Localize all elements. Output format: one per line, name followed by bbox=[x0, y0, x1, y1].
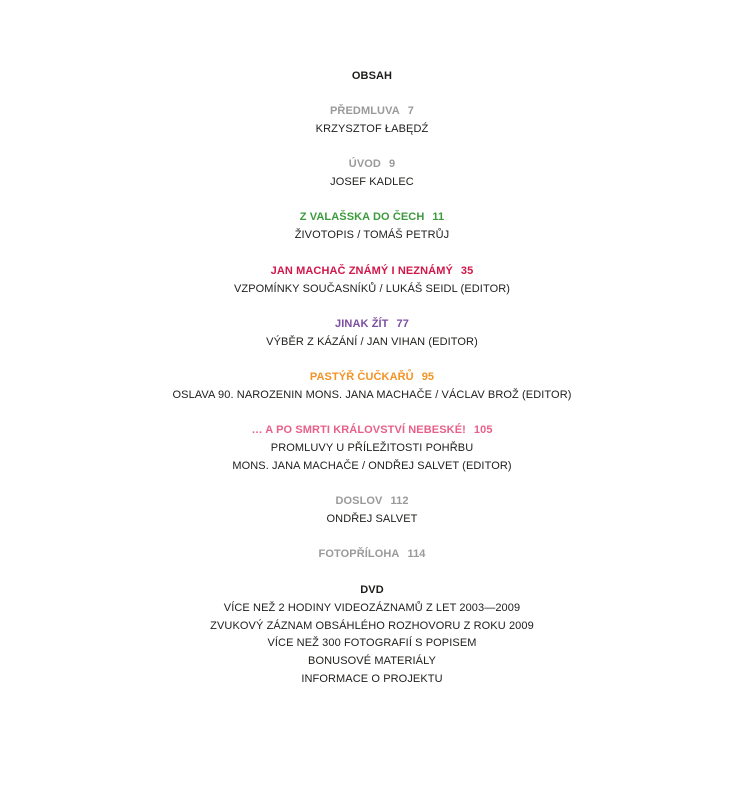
dvd-item: VÍCE NEŽ 300 FOTOGRAFIÍ S POPISEM bbox=[267, 637, 477, 649]
toc-title: OBSAH bbox=[351, 70, 393, 82]
section-subtitle: ONDŘEJ SALVET bbox=[326, 513, 418, 525]
section-page-number: 11 bbox=[432, 211, 445, 223]
dvd-item: INFORMACE O PROJEKTU bbox=[301, 673, 443, 685]
section-page-number: 7 bbox=[407, 105, 414, 117]
toc-section-heading[interactable] bbox=[0, 210, 744, 224]
section-title: PASTÝŘ ČUČKAŘŮ bbox=[309, 371, 414, 383]
section-title: … A PO SMRTI KRÁLOVSTVÍ NEBESKÉ! bbox=[251, 424, 466, 436]
toc-section-heading[interactable] bbox=[0, 423, 744, 437]
section-subtitle: VÝBĚR Z KÁZÁNÍ / JAN VIHAN (EDITOR) bbox=[266, 336, 478, 348]
toc-section-heading[interactable] bbox=[0, 370, 744, 384]
toc-section-heading[interactable] bbox=[0, 264, 744, 278]
section-subtitle: MONS. JANA MACHAČE / ONDŘEJ SALVET (EDITOR) bbox=[232, 460, 512, 472]
dvd-item: VÍCE NEŽ 2 HODINY VIDEOZÁZNAMŮ Z LET 2003—2009 bbox=[223, 602, 521, 614]
section-subtitle: ŽIVOTOPIS / TOMÁŠ PETRŮJ bbox=[294, 229, 450, 241]
section-subtitle: KRZYSZTOF ŁABĘDŹ bbox=[315, 123, 429, 135]
section-title: DOSLOV bbox=[335, 495, 383, 507]
section-page-number: 95 bbox=[421, 371, 435, 383]
section-subtitle: OSLAVA 90. NAROZENIN MONS. JANA MACHAČE / VÁCLAV BROŽ (EDITOR) bbox=[172, 389, 572, 401]
toc-section-heading[interactable] bbox=[0, 317, 744, 331]
section-title: JAN MACHAČ ZNÁMÝ I NEZNÁMÝ bbox=[270, 265, 453, 277]
toc-section-heading[interactable] bbox=[0, 547, 744, 561]
section-subtitle: PROMLUVY U PŘÍLEŽITOSTI POHŘBU bbox=[270, 442, 474, 454]
section-title: ÚVOD bbox=[348, 158, 381, 170]
section-subtitle: VZPOMÍNKY SOUČASNÍKŮ / LUKÁŠ SEIDL (EDITOR) bbox=[233, 283, 511, 295]
dvd-title: DVD bbox=[360, 584, 384, 596]
section-title: Z VALAŠSKA DO ČECH bbox=[299, 211, 425, 223]
section-page-number: 105 bbox=[473, 424, 493, 436]
section-page-number: 77 bbox=[396, 318, 409, 330]
section-title: JINAK ŽÍT bbox=[335, 318, 389, 330]
toc-section-heading[interactable] bbox=[0, 104, 744, 118]
toc-section-heading[interactable] bbox=[0, 157, 744, 171]
section-title: FOTOPŘÍLOHA bbox=[318, 548, 400, 560]
toc-section-heading[interactable] bbox=[0, 494, 744, 508]
section-page-number: 114 bbox=[407, 548, 426, 560]
section-subtitle: JOSEF KADLEC bbox=[330, 176, 414, 188]
section-page-number: 35 bbox=[460, 265, 474, 277]
dvd-item: BONUSOVÉ MATERIÁLY bbox=[308, 655, 436, 667]
section-title: PŘEDMLUVA bbox=[330, 105, 400, 117]
section-page-number: 112 bbox=[390, 495, 409, 507]
section-page-number: 9 bbox=[388, 158, 396, 170]
dvd-item: ZVUKOVÝ ZÁZNAM OBSÁHLÉHO ROZHOVORU Z ROKU 2009 bbox=[210, 620, 534, 632]
